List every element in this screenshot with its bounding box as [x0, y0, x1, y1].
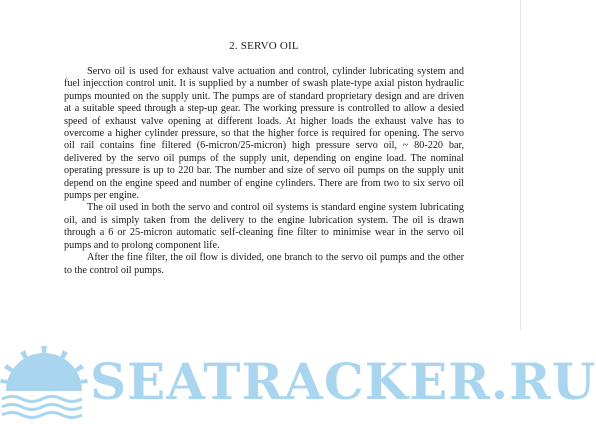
watermark — [0, 343, 596, 424]
page-edge — [520, 0, 521, 330]
paragraph-servo-oil-usage: Servo oil is used for exhaust valve actuation and control, cylinder lubricating system and fuel injecction control unit. It is supplied by a number of swash plate-type axial piston hydraulic pumps mounted on the supply unit. The pumps are of standard proprietary design and are driven at a suitable speed through a step-up gear. The working pressure is controlled to allow a desied speed of exhaust valve opening at different loads. At higher loads the exhaust valve has to overcome a higher cylinder pressure, so that the higher force is required for opening. The servo oil rail contains fine filtered (6-micron/25-micron) high pressure servo oil, ~ 80-220 bar, delivered by the servo oil pumps of the supply unit, depending on engine load. The nominal operating pressure is up to 220 bar. The number and size of servo oil pumps on the supply unit depend on the engine speed and number of engine cylinders. There are from two to six servo oil pumps per engine. — [64, 66, 464, 202]
watermark-text: SEATRACKER.RU — [90, 352, 596, 411]
sun-over-water-logo-icon — [0, 343, 88, 424]
document-body — [64, 40, 464, 277]
paragraph-oil-source: The oil used in both the servo and control oil systems is standard engine system lubricating oil, and is simply taken from the delivery to the engine lubrication system. The oil is drawn through a 6 or 25-micron automatic self-cleaning fine filter to minimise wear in the servo oil pumps and to prolong component life. — [64, 202, 464, 251]
paragraph-flow-division: After the fine filter, the oil flow is divided, one branch to the servo oil pumps and the other to the control oil pumps. — [64, 252, 464, 276]
section-heading: 2. SERVO OIL — [229, 40, 299, 52]
